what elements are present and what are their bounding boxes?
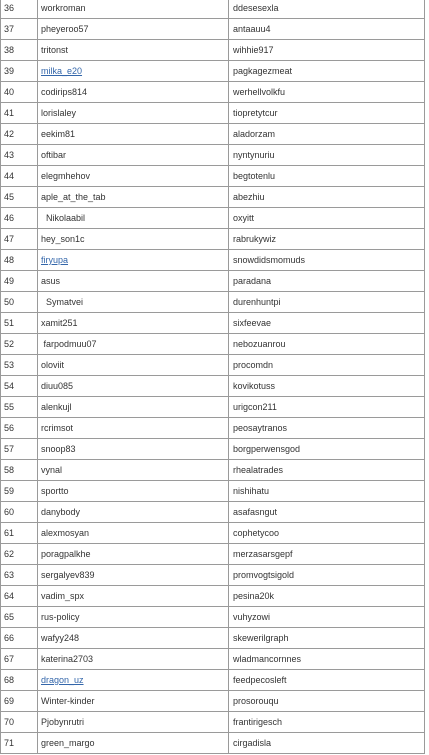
nickname-cell	[38, 649, 229, 670]
row-number: 58	[1, 460, 38, 481]
nickname-text: vadim_spx	[41, 591, 85, 601]
partner-cell: sixfeevae	[229, 313, 425, 334]
partner-cell: oxyitt	[229, 208, 425, 229]
row-number: 49	[1, 271, 38, 292]
nickname-text: rcrimsot	[41, 423, 73, 433]
partner-cell: kovikotuss	[229, 376, 425, 397]
row-number: 41	[1, 103, 38, 124]
partner-cell: durenhuntpi	[229, 292, 425, 313]
row-number: 43	[1, 145, 38, 166]
table-row	[1, 481, 425, 502]
nickname-text: lorislaley	[41, 108, 77, 118]
row-number: 46	[1, 208, 38, 229]
partner-cell: begtotenlu	[229, 166, 425, 187]
nickname-text: pheyeroo57	[41, 24, 89, 34]
partner-cell: paradana	[229, 271, 425, 292]
partner-cell: antaauu4	[229, 19, 425, 40]
nickname-cell	[38, 40, 229, 61]
partner-cell: cirgadisla	[229, 733, 425, 754]
nickname-cell	[38, 124, 229, 145]
row-number: 62	[1, 544, 38, 565]
nickname-cell	[38, 628, 229, 649]
partner-cell: promvogtsigold	[229, 565, 425, 586]
nickname-text: vynal	[41, 465, 63, 475]
partner-cell: rabrukywiz	[229, 229, 425, 250]
partner-cell: wihhie917	[229, 40, 425, 61]
nickname-text: eekim81	[41, 129, 76, 139]
nickname-text: alenkujl	[41, 402, 72, 412]
table-row	[1, 376, 425, 397]
table-row	[1, 733, 425, 754]
table-row	[1, 565, 425, 586]
nickname-text: codirips814	[41, 87, 88, 97]
table-row	[1, 187, 425, 208]
row-number: 67	[1, 649, 38, 670]
nickname-cell	[38, 292, 229, 313]
table-row	[1, 607, 425, 628]
nickname-cell	[38, 502, 229, 523]
row-number: 36	[1, 0, 38, 19]
table-row	[1, 124, 425, 145]
partner-cell: pesina20k	[229, 586, 425, 607]
row-number: 52	[1, 334, 38, 355]
table-row	[1, 208, 425, 229]
partner-cell: snowdidsmomuds	[229, 250, 425, 271]
nickname-cell	[38, 733, 229, 754]
nickname-cell	[38, 460, 229, 481]
table-body	[1, 0, 425, 754]
partner-cell: nyntynuriu	[229, 145, 425, 166]
nickname-text: sergalyev839	[41, 570, 95, 580]
table-row	[1, 0, 425, 19]
row-number: 47	[1, 229, 38, 250]
nickname-text: Pjobynrutri	[41, 717, 85, 727]
nickname-text: aple_at_the_tab	[41, 192, 106, 202]
nickname-cell	[38, 376, 229, 397]
row-number: 37	[1, 19, 38, 40]
table-row	[1, 313, 425, 334]
nickname-cell	[38, 439, 229, 460]
table-row	[1, 691, 425, 712]
nickname-text: katerina2703	[41, 654, 94, 664]
partner-cell: merzasarsgepf	[229, 544, 425, 565]
table-row	[1, 628, 425, 649]
nickname-cell	[38, 397, 229, 418]
row-number: 48	[1, 250, 38, 271]
partner-cell: prosorouqu	[229, 691, 425, 712]
partner-cell: vuhyzowi	[229, 607, 425, 628]
nickname-cell	[38, 19, 229, 40]
nickname-text: wafyy248	[41, 633, 80, 643]
table-row	[1, 544, 425, 565]
nickname-text: oftibar	[41, 150, 67, 160]
table-row	[1, 586, 425, 607]
nickname-cell	[38, 208, 229, 229]
nickname-cell	[38, 250, 229, 271]
nickname-text: green_margo	[41, 738, 95, 748]
table-row	[1, 418, 425, 439]
table-row	[1, 334, 425, 355]
partner-cell: pagkagezmeat	[229, 61, 425, 82]
partner-cell: nishihatu	[229, 481, 425, 502]
nickname-text: workroman	[41, 3, 86, 13]
partner-cell: tiopretytcur	[229, 103, 425, 124]
nickname-link[interactable]: dragon_uz	[41, 675, 84, 685]
table-row	[1, 355, 425, 376]
nickname-text: alexmosyan	[41, 528, 90, 538]
table-row	[1, 145, 425, 166]
row-number: 63	[1, 565, 38, 586]
nickname-cell	[38, 544, 229, 565]
nickname-text: elegmhehov	[41, 171, 91, 181]
partner-cell: peosaytranos	[229, 418, 425, 439]
partner-cell: abezhiu	[229, 187, 425, 208]
table-row	[1, 166, 425, 187]
row-number: 69	[1, 691, 38, 712]
partner-cell: borgperwensgod	[229, 439, 425, 460]
table-row	[1, 712, 425, 733]
nickname-text: poragpalkhe	[41, 549, 91, 559]
table-row	[1, 40, 425, 61]
nickname-text: hey_son1c	[41, 234, 85, 244]
table-row	[1, 523, 425, 544]
row-number: 44	[1, 166, 38, 187]
nickname-cell	[38, 586, 229, 607]
row-number: 40	[1, 82, 38, 103]
nickname-cell	[38, 523, 229, 544]
nickname-cell	[38, 607, 229, 628]
table-row	[1, 61, 425, 82]
nickname-text: diuu085	[41, 381, 74, 391]
row-number: 66	[1, 628, 38, 649]
nickname-text: danybody	[41, 507, 81, 517]
table-row	[1, 82, 425, 103]
table-row	[1, 439, 425, 460]
row-number: 45	[1, 187, 38, 208]
row-number: 51	[1, 313, 38, 334]
partner-cell: ddesesexla	[229, 0, 425, 19]
nickname-cell	[38, 481, 229, 502]
nickname-cell	[38, 166, 229, 187]
row-number: 39	[1, 61, 38, 82]
row-number: 65	[1, 607, 38, 628]
nickname-text: farpodmuu07	[41, 339, 97, 349]
nickname-cell	[38, 271, 229, 292]
nickname-cell	[38, 670, 229, 691]
nickname-text: asus	[41, 276, 61, 286]
table-row	[1, 103, 425, 124]
nickname-link[interactable]: firyupa	[41, 255, 69, 265]
table-row	[1, 292, 425, 313]
nickname-text: rus-policy	[41, 612, 80, 622]
nickname-text: Nikolaabil	[41, 213, 86, 223]
table-row	[1, 670, 425, 691]
nickname-cell	[38, 61, 229, 82]
row-number: 56	[1, 418, 38, 439]
nickname-text: sportto	[41, 486, 69, 496]
table-row	[1, 649, 425, 670]
row-number: 53	[1, 355, 38, 376]
nickname-text: Symatvei	[41, 297, 84, 307]
table-row	[1, 229, 425, 250]
partner-cell: rhealatrades	[229, 460, 425, 481]
nickname-text: snoop83	[41, 444, 76, 454]
nickname-cell	[38, 187, 229, 208]
table-row	[1, 250, 425, 271]
nickname-cell	[38, 145, 229, 166]
nickname-link[interactable]: milka_e20	[41, 66, 83, 76]
row-number: 54	[1, 376, 38, 397]
partner-cell: wladmancornnes	[229, 649, 425, 670]
row-number: 57	[1, 439, 38, 460]
nickname-text: oloviit	[41, 360, 65, 370]
partner-cell: procomdn	[229, 355, 425, 376]
partner-cell: werhellvolkfu	[229, 82, 425, 103]
nickname-cell	[38, 82, 229, 103]
nickname-cell	[38, 418, 229, 439]
row-number: 60	[1, 502, 38, 523]
nickname-cell	[38, 691, 229, 712]
partner-cell: feedpecosleft	[229, 670, 425, 691]
nickname-cell	[38, 0, 229, 19]
partner-cell: aladorzam	[229, 124, 425, 145]
row-number: 38	[1, 40, 38, 61]
row-number: 64	[1, 586, 38, 607]
partner-cell: urigcon211	[229, 397, 425, 418]
table-row	[1, 460, 425, 481]
nickname-cell	[38, 334, 229, 355]
row-number: 61	[1, 523, 38, 544]
nickname-text: xamit251	[41, 318, 78, 328]
table-row	[1, 271, 425, 292]
partner-cell: frantirigesch	[229, 712, 425, 733]
partner-cell: nebozuanrou	[229, 334, 425, 355]
table-row	[1, 19, 425, 40]
table-row	[1, 502, 425, 523]
nickname-cell	[38, 712, 229, 733]
nickname-text: tritonst	[41, 45, 69, 55]
row-number: 59	[1, 481, 38, 502]
partner-cell: cophetycoo	[229, 523, 425, 544]
nickname-cell	[38, 103, 229, 124]
row-number: 50	[1, 292, 38, 313]
row-number: 70	[1, 712, 38, 733]
row-number: 42	[1, 124, 38, 145]
nickname-cell	[38, 355, 229, 376]
row-number: 71	[1, 733, 38, 754]
row-number: 55	[1, 397, 38, 418]
nickname-text: Winter-kinder	[41, 696, 95, 706]
nickname-cell	[38, 313, 229, 334]
nickname-cell	[38, 565, 229, 586]
row-number: 68	[1, 670, 38, 691]
partner-cell: skewerilgraph	[229, 628, 425, 649]
nickname-cell	[38, 229, 229, 250]
partner-cell: asafasngut	[229, 502, 425, 523]
table-row	[1, 397, 425, 418]
